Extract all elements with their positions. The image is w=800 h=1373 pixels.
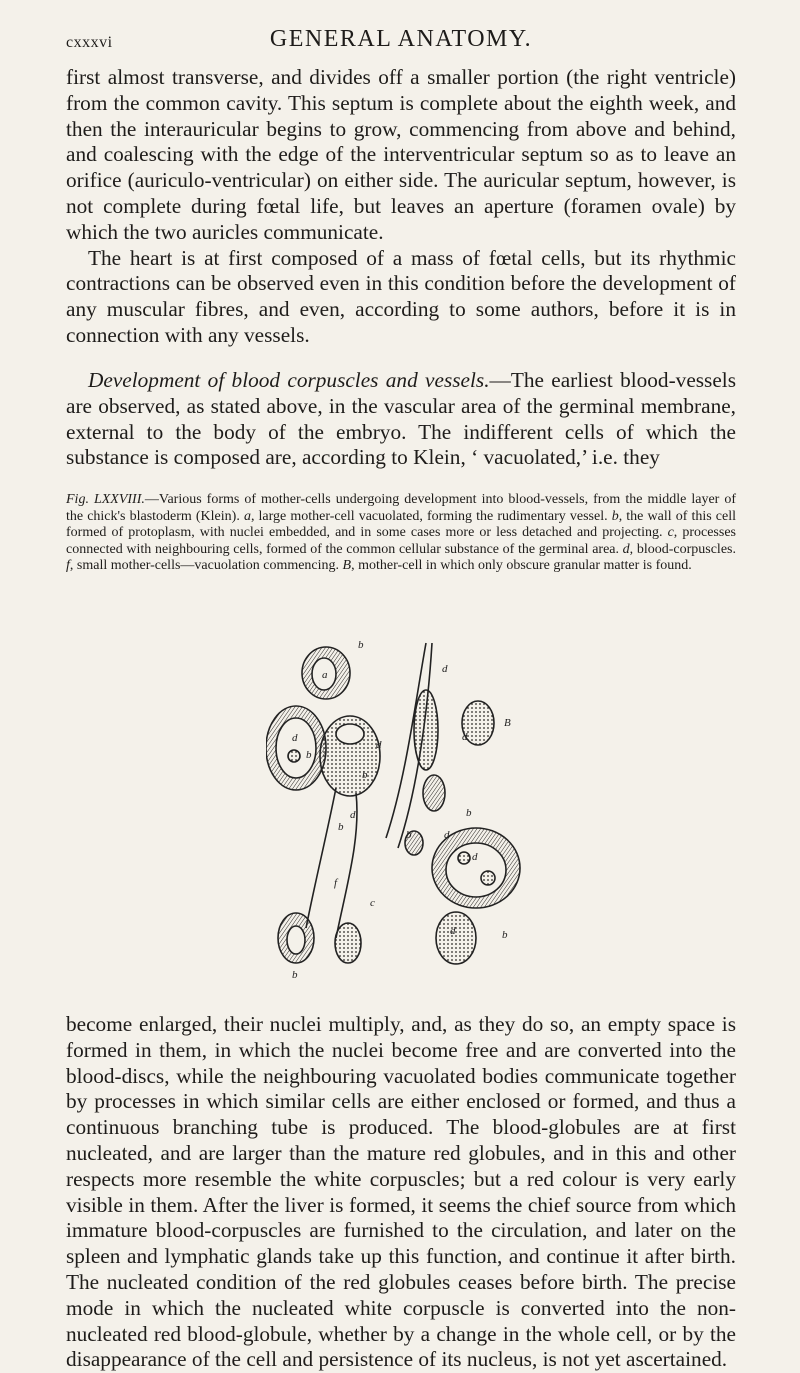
caption-symbol: a bbox=[243, 508, 251, 524]
figure-lxxviii bbox=[266, 638, 526, 1004]
text-block-middle bbox=[66, 368, 736, 471]
caption-text: , large mother-cell vacuolated, forming the rudimentary vessel. bbox=[250, 508, 612, 524]
paragraph-blood-discs: become enlarged, their nuclei multiply, and, as they do so, an empty space is formed in them, in which the nuclei become free and are converted into the blood-discs, while the neighbouring vacuolated bodies communicate together by processes in which similar cells are either enclosed or formed, and thus a continuous branching tube is produced. The blood-globules are at first nucleated, and are larger than the mature red globules, and in this and other respects more resemble the white corpuscles; but a red colour is very early visible in them. After the liver is formed, it seems the chief source from which immature blood-corpuscles are furnished to the circulation, and later on the spleen and lymphatic glands take up this function, and continue it after birth. The nucleated condition of the red globules ceases before birth. The precise mode in which the nucleated white corpuscle is converted into the non-nucleated red blood-globule, whether by a change in the whole cell, or by the disappearance of the cell and persistence of its nucleus, is not yet ascertained. bbox=[66, 1012, 736, 1372]
figure-letter: b bbox=[292, 969, 298, 981]
figure-letter: b bbox=[466, 807, 472, 819]
figure-letter: d bbox=[450, 925, 456, 937]
figure-caption-label: Fig. LXXVIII. bbox=[66, 492, 145, 507]
text-block-top bbox=[66, 65, 736, 349]
section-heading: Development of blood corpuscles and vessels. bbox=[88, 368, 490, 392]
paragraph-development-text: —The earliest blood-vessels are observed, as stated above, in the vascular area of the germinal membrane, external to the body of the embryo. The indifferent cells of which the substance is composed are, according to Klein, ‘ vacuolated,’ i.e. they bbox=[66, 368, 737, 470]
figure-letter: b bbox=[358, 639, 364, 651]
figure-letter: B bbox=[504, 717, 511, 729]
caption-symbol: c bbox=[667, 525, 674, 540]
figure-caption-body bbox=[66, 492, 736, 573]
caption-text: , processes connected with neighbouring cells, formed of the common cellular substance of the germinal area. bbox=[66, 525, 736, 557]
figure-letter: b bbox=[406, 829, 412, 841]
caption-symbol: b bbox=[611, 508, 619, 524]
paragraph-development bbox=[66, 368, 736, 471]
running-head bbox=[66, 20, 736, 60]
paragraph-septum: first almost transverse, and divides off a smaller portion (the right ventricle) from the common cavity. This septum is complete about the eighth week, and then the interauricular begins to grow, commencing from above and behind, and coalescing with the edge of the interventricular septum so as to leave an orifice (auriculo-ventricular) on either side. The auricular septum, however, is not complete during fœtal life, but leaves an aperture (foramen ovale) by which the two auricles communicate. bbox=[66, 65, 736, 244]
text-block-bottom bbox=[66, 1012, 736, 1373]
caption-text: , blood-corpuscles. bbox=[629, 541, 736, 557]
figure-letter: d bbox=[472, 851, 478, 863]
running-title: GENERAL ANATOMY. bbox=[269, 26, 533, 52]
figure-letter: d bbox=[442, 663, 448, 675]
caption-text: —Various forms of mother-cells undergoing development into blood-vessels, from the middle layer of the chick's blastoderm (Klein). bbox=[66, 492, 736, 524]
figure-letter: d bbox=[462, 731, 468, 743]
figure-letter: b bbox=[306, 749, 312, 761]
figure-letter: d bbox=[444, 829, 450, 841]
caption-symbol: f bbox=[66, 558, 70, 573]
figure-letter: a bbox=[322, 669, 328, 681]
caption-text: , the wall of this cell formed of protoplasm, with nuclei embedded, and in some cases more or less detached and projecting. bbox=[66, 508, 736, 540]
caption-symbol: d bbox=[622, 541, 630, 557]
figure-letter: b bbox=[362, 769, 368, 781]
figure-letter: b bbox=[502, 929, 508, 941]
figure-caption bbox=[66, 492, 736, 575]
figure-letter: d bbox=[376, 739, 382, 751]
figure-letter: d bbox=[292, 732, 298, 744]
page-number: cxxxvi bbox=[66, 34, 113, 51]
caption-text: , mother-cell in which only obscure granular matter is found. bbox=[351, 558, 692, 573]
figure-letter: c bbox=[370, 897, 375, 909]
figure-letter: d bbox=[350, 809, 356, 821]
caption-text: , small mother-cells—vacuolation commencing. bbox=[69, 558, 343, 573]
paragraph-heart: The heart is at first composed of a mass of fœtal cells, but its rhythmic contractions can be observed even in this condition before the development of any muscular fibres, and even, according to some authors, before it is in connection with any vessels. bbox=[66, 245, 736, 347]
caption-symbol: B bbox=[342, 558, 352, 573]
figure-letter: f bbox=[334, 877, 338, 889]
figure-letter: b bbox=[338, 821, 344, 833]
mother-cells-illustration bbox=[266, 638, 526, 1004]
